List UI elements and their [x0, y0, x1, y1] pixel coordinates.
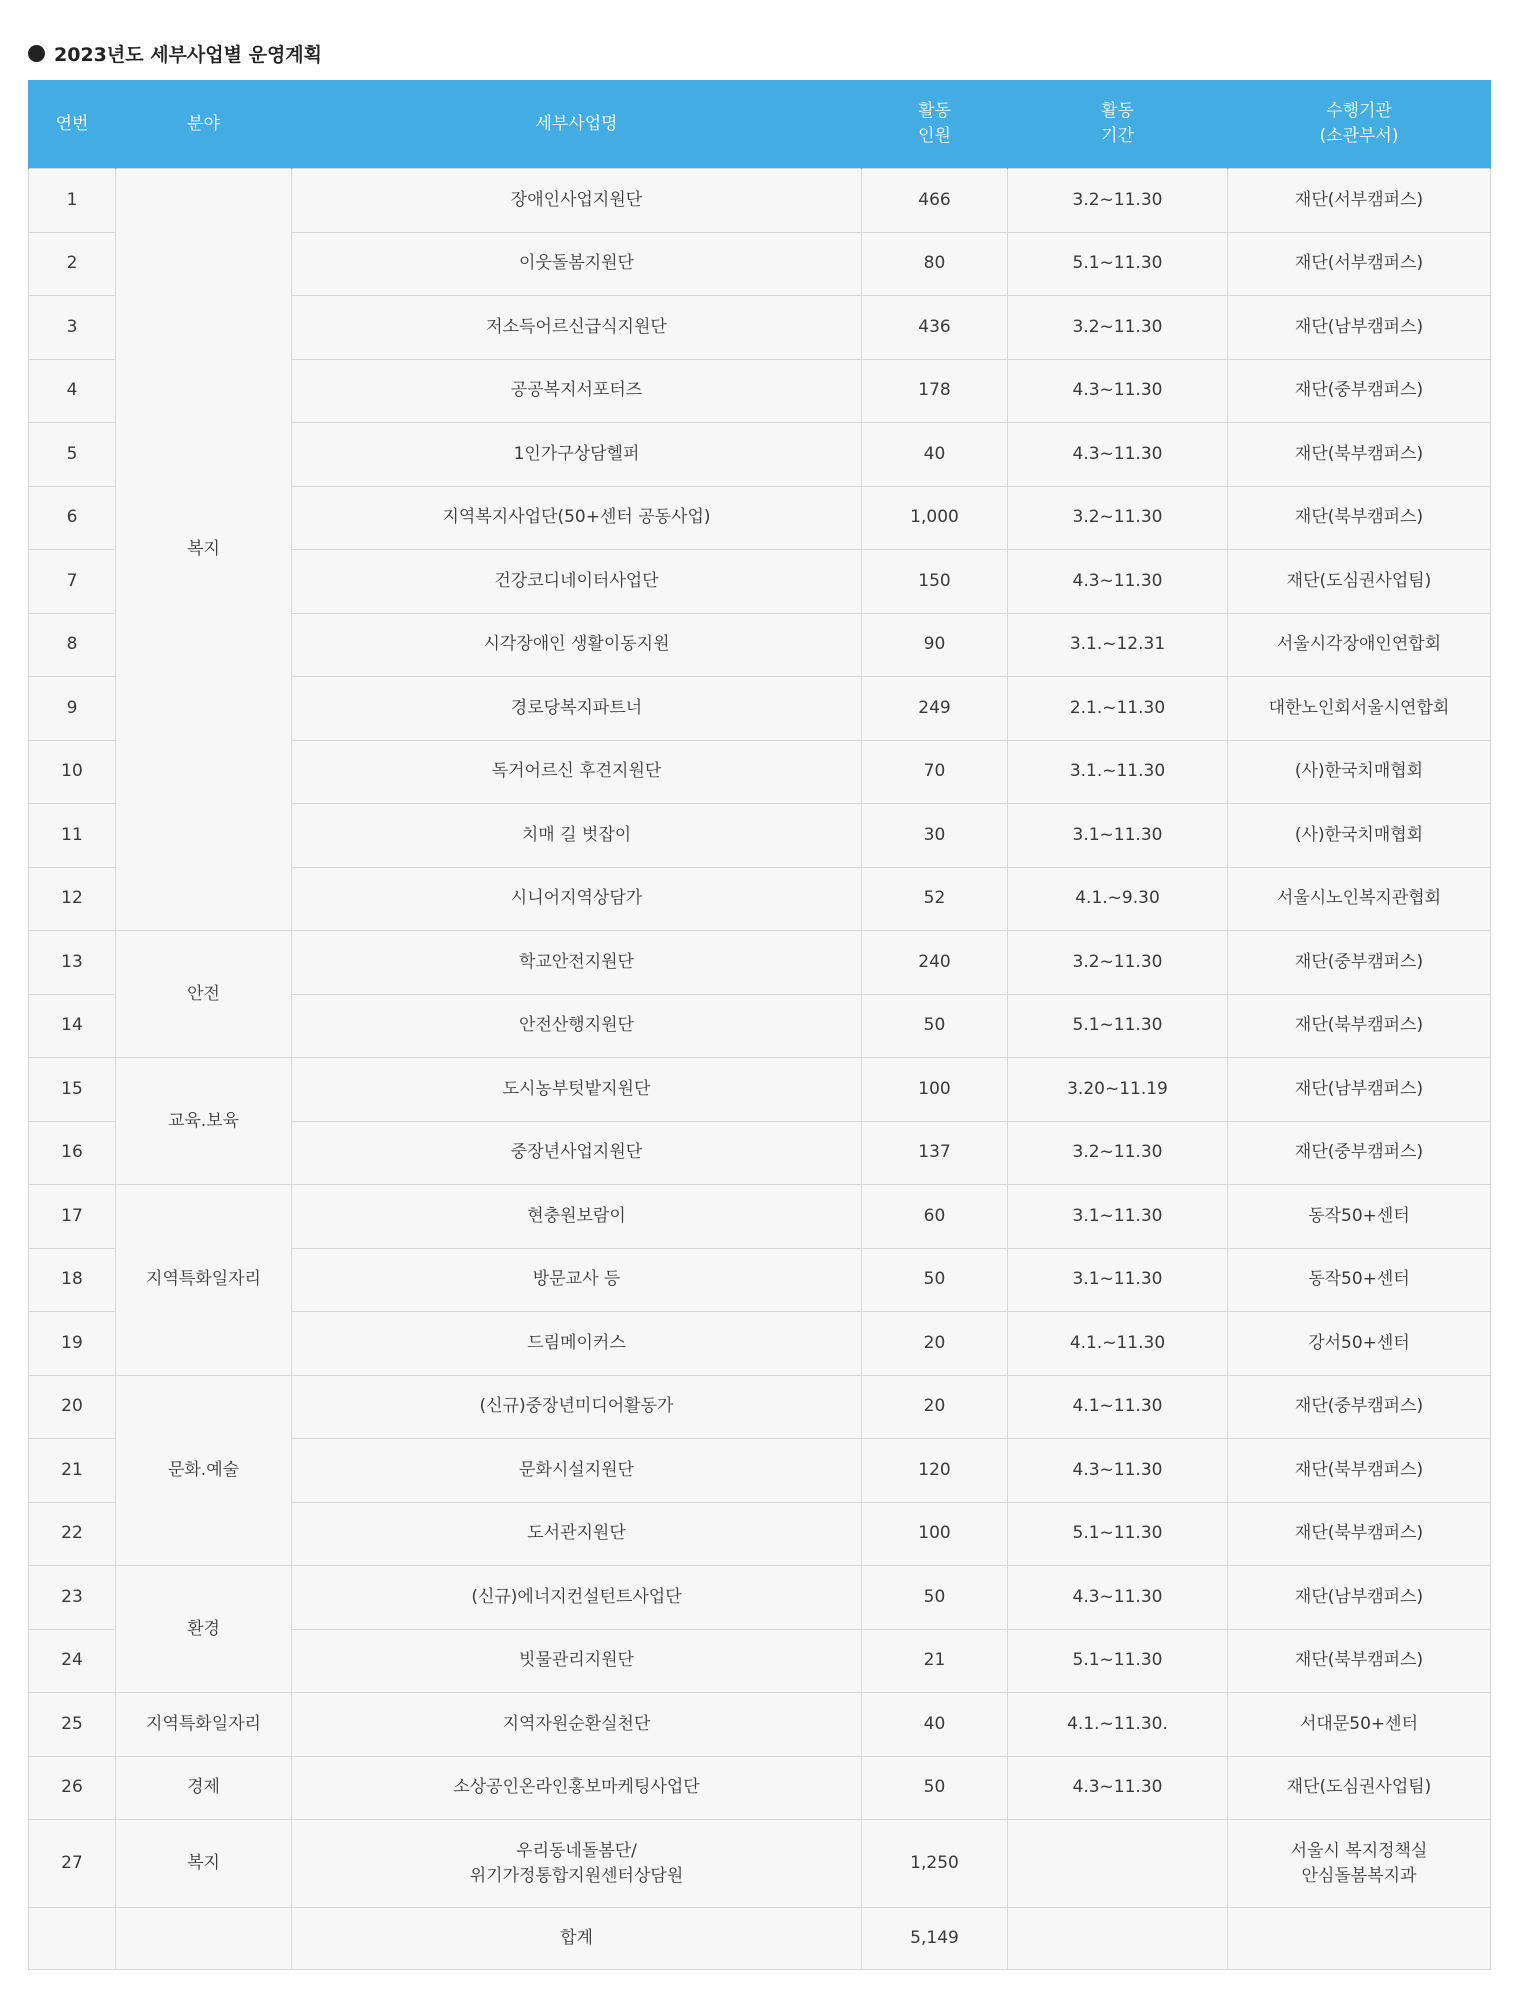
- cell-no: 24: [29, 1629, 116, 1693]
- cell-period: 5.1~11.30: [1008, 994, 1228, 1058]
- cell-agency: 재단(북부캠퍼스): [1228, 1439, 1491, 1503]
- cell-period: 4.3~11.30: [1008, 423, 1228, 487]
- cell-people: 1,000: [862, 486, 1008, 550]
- table-header-row: [29, 80, 1491, 169]
- cell-no: 2: [29, 232, 116, 296]
- cell-people: 150: [862, 550, 1008, 614]
- cell-people: 50: [862, 1566, 1008, 1630]
- cell-period: 3.2~11.30: [1008, 931, 1228, 995]
- cell-agency: 재단(남부캠퍼스): [1228, 296, 1491, 360]
- cell-people: 40: [862, 1693, 1008, 1757]
- cell-period: 3.1~11.30: [1008, 1248, 1228, 1312]
- cell-agency: 재단(도심권사업팀): [1228, 1756, 1491, 1820]
- table-row: [29, 1820, 1491, 1908]
- cell-field: [116, 1908, 292, 1970]
- cell-period: 4.3~11.30: [1008, 359, 1228, 423]
- cell-people: 90: [862, 613, 1008, 677]
- cell-agency: 서울시각장애인연합회: [1228, 613, 1491, 677]
- cell-field: 교육.보육: [116, 1058, 292, 1185]
- table-row: [29, 1756, 1491, 1820]
- cell-period: 4.1.~11.30: [1008, 1312, 1228, 1376]
- cell-field: 지역특화일자리: [116, 1185, 292, 1376]
- table-row: [29, 1566, 1491, 1630]
- cell-name: 학교안전지원단: [292, 931, 862, 995]
- cell-agency: (사)한국치매협회: [1228, 804, 1491, 868]
- cell-name: 시각장애인 생활이동지원: [292, 613, 862, 677]
- cell-no: 4: [29, 359, 116, 423]
- cell-period: 3.1~11.30: [1008, 804, 1228, 868]
- cell-no: 13: [29, 931, 116, 995]
- total-label: 합계: [292, 1908, 862, 1970]
- cell-people: 80: [862, 232, 1008, 296]
- cell-no: [29, 1908, 116, 1970]
- cell-period: 4.3~11.30: [1008, 1439, 1228, 1503]
- cell-no: 3: [29, 296, 116, 360]
- cell-field: 환경: [116, 1566, 292, 1693]
- cell-agency: 재단(중부캠퍼스): [1228, 359, 1491, 423]
- cell-agency: (사)한국치매협회: [1228, 740, 1491, 804]
- cell-name: 건강코디네이터사업단: [292, 550, 862, 614]
- cell-people: 178: [862, 359, 1008, 423]
- cell-agency: 재단(도심권사업팀): [1228, 550, 1491, 614]
- cell-agency: 서울시 복지정책실 안심돌봄복지과: [1228, 1820, 1491, 1908]
- cell-name: 현충원보람이: [292, 1185, 862, 1249]
- cell-agency: 재단(서부캠퍼스): [1228, 232, 1491, 296]
- cell-no: 14: [29, 994, 116, 1058]
- cell-name: 안전산행지원단: [292, 994, 862, 1058]
- cell-agency: 동작50+센터: [1228, 1185, 1491, 1249]
- cell-name: 장애인사업지원단: [292, 169, 862, 233]
- cell-period: 3.1.~11.30: [1008, 740, 1228, 804]
- cell-period: 5.1~11.30: [1008, 1629, 1228, 1693]
- cell-people: 137: [862, 1121, 1008, 1185]
- cell-name: (신규)에너지컨설턴트사업단: [292, 1566, 862, 1630]
- cell-people: 50: [862, 1248, 1008, 1312]
- cell-agency: 서대문50+센터: [1228, 1693, 1491, 1757]
- cell-people: 100: [862, 1502, 1008, 1566]
- cell-no: 9: [29, 677, 116, 741]
- cell-people: 60: [862, 1185, 1008, 1249]
- cell-period: 4.3~11.30: [1008, 1566, 1228, 1630]
- cell-people: 50: [862, 994, 1008, 1058]
- cell-name: 저소득어르신급식지원단: [292, 296, 862, 360]
- cell-name: 도서관지원단: [292, 1502, 862, 1566]
- cell-people: 240: [862, 931, 1008, 995]
- cell-people: 1,250: [862, 1820, 1008, 1908]
- cell-period: 3.2~11.30: [1008, 169, 1228, 233]
- cell-agency: 재단(서부캠퍼스): [1228, 169, 1491, 233]
- cell-period: 5.1~11.30: [1008, 1502, 1228, 1566]
- cell-name: 도시농부텃밭지원단: [292, 1058, 862, 1122]
- total-row: [29, 1908, 1491, 1970]
- cell-period: 5.1~11.30: [1008, 232, 1228, 296]
- cell-period: 3.2~11.30: [1008, 486, 1228, 550]
- cell-people: 466: [862, 169, 1008, 233]
- page-title-text: 2023년도 세부사업별 운영계획: [54, 43, 323, 66]
- cell-people: 436: [862, 296, 1008, 360]
- operation-plan-table: [28, 80, 1491, 1970]
- table-row: [29, 1185, 1491, 1249]
- page-title: [28, 40, 322, 66]
- cell-people: 21: [862, 1629, 1008, 1693]
- cell-name: 빗물관리지원단: [292, 1629, 862, 1693]
- cell-no: 11: [29, 804, 116, 868]
- cell-agency: 재단(중부캠퍼스): [1228, 1121, 1491, 1185]
- cell-name: 지역복지사업단(50+센터 공동사업): [292, 486, 862, 550]
- cell-people: 70: [862, 740, 1008, 804]
- table-row: [29, 1375, 1491, 1439]
- cell-agency: 동작50+센터: [1228, 1248, 1491, 1312]
- cell-period: 3.2~11.30: [1008, 296, 1228, 360]
- cell-no: 12: [29, 867, 116, 931]
- cell-people: 20: [862, 1312, 1008, 1376]
- cell-people: 40: [862, 423, 1008, 487]
- cell-agency: 대한노인회서울시연합회: [1228, 677, 1491, 741]
- cell-name: 치매 길 벗잡이: [292, 804, 862, 868]
- cell-no: 10: [29, 740, 116, 804]
- header-period: 활동 기간: [1008, 80, 1228, 169]
- cell-no: 18: [29, 1248, 116, 1312]
- cell-name: 독거어르신 후견지원단: [292, 740, 862, 804]
- cell-period: 4.3~11.30: [1008, 1756, 1228, 1820]
- cell-people: 30: [862, 804, 1008, 868]
- header-field: 분야: [116, 80, 292, 169]
- header-name: 세부사업명: [292, 80, 862, 169]
- cell-period: 3.1.~12.31: [1008, 613, 1228, 677]
- cell-no: 27: [29, 1820, 116, 1908]
- cell-agency: 재단(남부캠퍼스): [1228, 1058, 1491, 1122]
- cell-people: 50: [862, 1756, 1008, 1820]
- cell-period: 4.1.~11.30.: [1008, 1693, 1228, 1757]
- cell-no: 16: [29, 1121, 116, 1185]
- cell-no: 6: [29, 486, 116, 550]
- cell-agency: 재단(중부캠퍼스): [1228, 931, 1491, 995]
- cell-period: 2.1.~11.30: [1008, 677, 1228, 741]
- cell-name: (신규)중장년미디어활동가: [292, 1375, 862, 1439]
- cell-period: 3.1~11.30: [1008, 1185, 1228, 1249]
- cell-period: 3.2~11.30: [1008, 1121, 1228, 1185]
- cell-no: 15: [29, 1058, 116, 1122]
- cell-name: 소상공인온라인홍보마케팅사업단: [292, 1756, 862, 1820]
- cell-people: 52: [862, 867, 1008, 931]
- header-agency: 수행기관 (소관부서): [1228, 80, 1491, 169]
- cell-name: 공공복지서포터즈: [292, 359, 862, 423]
- cell-no: 20: [29, 1375, 116, 1439]
- cell-period: 4.3~11.30: [1008, 550, 1228, 614]
- total-people: 5,149: [862, 1908, 1008, 1970]
- cell-field: 지역특화일자리: [116, 1693, 292, 1757]
- cell-no: 23: [29, 1566, 116, 1630]
- cell-agency: 강서50+센터: [1228, 1312, 1491, 1376]
- table-row: [29, 931, 1491, 995]
- cell-name: 문화시설지원단: [292, 1439, 862, 1503]
- cell-name: 방문교사 등: [292, 1248, 862, 1312]
- cell-period: [1008, 1820, 1228, 1908]
- cell-name: 중장년사업지원단: [292, 1121, 862, 1185]
- cell-name: 시니어지역상담가: [292, 867, 862, 931]
- cell-period: 3.20~11.19: [1008, 1058, 1228, 1122]
- cell-name: 지역자원순환실천단: [292, 1693, 862, 1757]
- cell-name: 경로당복지파트너: [292, 677, 862, 741]
- table-row: [29, 1693, 1491, 1757]
- cell-agency: 재단(북부캠퍼스): [1228, 486, 1491, 550]
- cell-agency: 재단(북부캠퍼스): [1228, 1502, 1491, 1566]
- cell-no: 22: [29, 1502, 116, 1566]
- cell-period: [1008, 1908, 1228, 1970]
- cell-name: 드림메이커스: [292, 1312, 862, 1376]
- table-row: [29, 169, 1491, 233]
- cell-field: 안전: [116, 931, 292, 1058]
- header-people: 활동 인원: [862, 80, 1008, 169]
- bullet-icon: [28, 45, 45, 62]
- cell-agency: 재단(북부캠퍼스): [1228, 1629, 1491, 1693]
- cell-no: 5: [29, 423, 116, 487]
- cell-field: 복지: [116, 1820, 292, 1908]
- cell-no: 26: [29, 1756, 116, 1820]
- cell-people: 100: [862, 1058, 1008, 1122]
- cell-period: 4.1.~9.30: [1008, 867, 1228, 931]
- cell-field: 경제: [116, 1756, 292, 1820]
- cell-agency: 재단(남부캠퍼스): [1228, 1566, 1491, 1630]
- cell-name: 우리동네돌봄단/ 위기가정통합지원센터상담원: [292, 1820, 862, 1908]
- cell-agency: 서울시노인복지관협회: [1228, 867, 1491, 931]
- header-no: 연번: [29, 80, 116, 169]
- cell-no: 7: [29, 550, 116, 614]
- cell-people: 20: [862, 1375, 1008, 1439]
- table-row: [29, 1058, 1491, 1122]
- cell-no: 1: [29, 169, 116, 233]
- cell-field: 문화.예술: [116, 1375, 292, 1566]
- cell-period: 4.1~11.30: [1008, 1375, 1228, 1439]
- cell-people: 120: [862, 1439, 1008, 1503]
- cell-field: 복지: [116, 169, 292, 931]
- cell-people: 249: [862, 677, 1008, 741]
- cell-agency: 재단(북부캠퍼스): [1228, 423, 1491, 487]
- cell-agency: [1228, 1908, 1491, 1970]
- cell-no: 19: [29, 1312, 116, 1376]
- cell-no: 8: [29, 613, 116, 677]
- cell-no: 25: [29, 1693, 116, 1757]
- cell-name: 1인가구상담헬퍼: [292, 423, 862, 487]
- cell-agency: 재단(북부캠퍼스): [1228, 994, 1491, 1058]
- cell-agency: 재단(중부캠퍼스): [1228, 1375, 1491, 1439]
- cell-no: 21: [29, 1439, 116, 1503]
- cell-name: 이웃돌봄지원단: [292, 232, 862, 296]
- cell-no: 17: [29, 1185, 116, 1249]
